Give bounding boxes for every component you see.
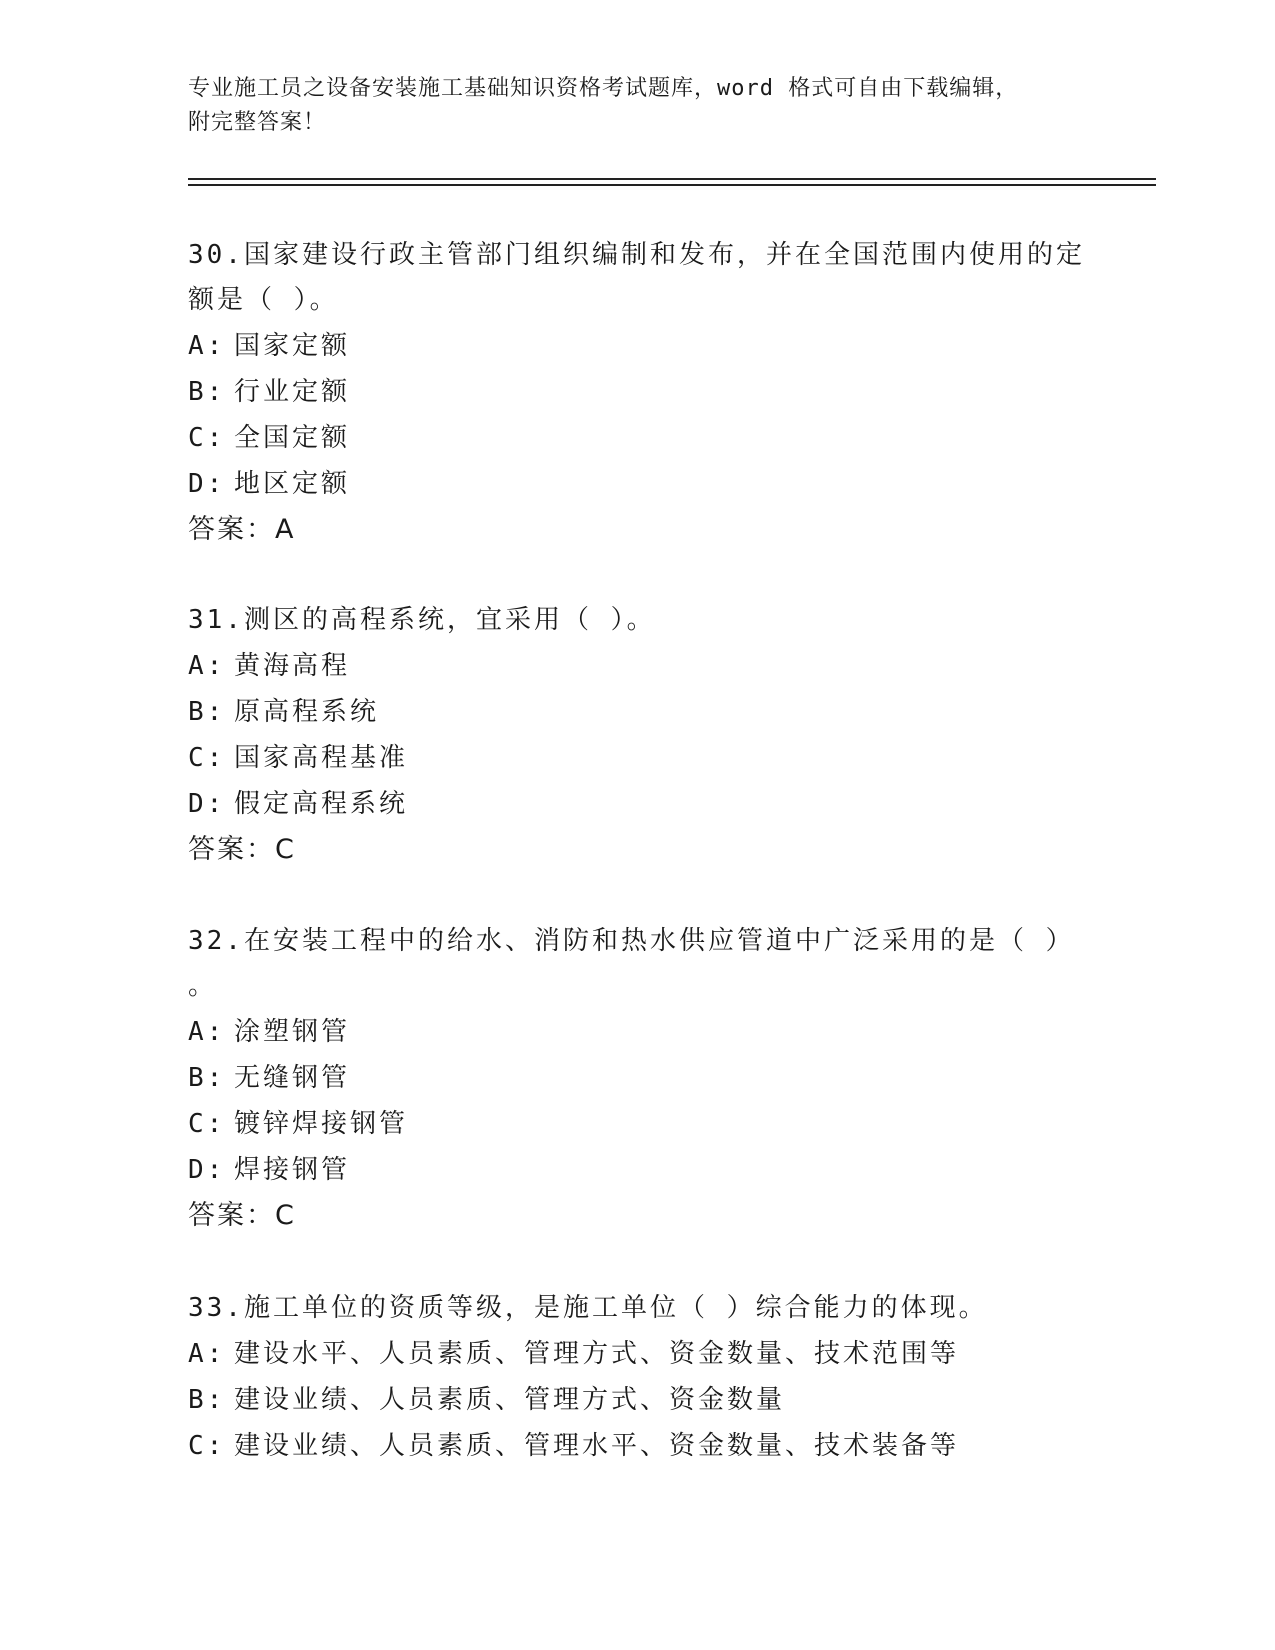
option-d bbox=[188, 781, 1088, 827]
option-key: D: bbox=[188, 469, 226, 499]
question-stem-line-2: 额是（ ）。 bbox=[188, 285, 339, 315]
option-key: A: bbox=[188, 1339, 226, 1369]
option-key: C: bbox=[188, 1431, 226, 1461]
header-line-2: 附完整答案！ bbox=[188, 110, 327, 135]
option-b bbox=[188, 369, 1088, 415]
option-text: 建设水平、人员素质、管理方式、资金数量、技术范围等 bbox=[234, 1339, 960, 1369]
option-text: 黄海高程 bbox=[234, 651, 351, 681]
answer: 答案：A bbox=[188, 514, 296, 545]
header-line-1: 专业施工员之设备安装施工基础知识资格考试题库，word 格式可自由下载编辑， bbox=[188, 76, 1019, 101]
question-stem-line-1: 30.国家建设行政主管部门组织编制和发布，并在全国范围内使用的定 bbox=[188, 240, 1085, 270]
option-text: 假定高程系统 bbox=[234, 789, 409, 819]
question-30 bbox=[188, 233, 1088, 553]
option-a bbox=[188, 1331, 1088, 1377]
option-text: 建设业绩、人员素质、管理水平、资金数量、技术装备等 bbox=[234, 1431, 960, 1461]
option-text: 无缝钢管 bbox=[234, 1063, 351, 1093]
option-text: 镀锌焊接钢管 bbox=[234, 1109, 409, 1139]
option-key: B: bbox=[188, 377, 226, 407]
option-text: 国家定额 bbox=[234, 331, 351, 361]
option-key: D: bbox=[188, 1155, 226, 1185]
option-a bbox=[188, 1009, 1088, 1055]
option-key: B: bbox=[188, 1385, 226, 1415]
header-divider-top bbox=[188, 178, 1156, 180]
option-d bbox=[188, 1147, 1088, 1193]
question-stem-line-2: 。 bbox=[188, 971, 218, 1001]
option-b bbox=[188, 1055, 1088, 1101]
option-c bbox=[188, 735, 1088, 781]
option-a bbox=[188, 323, 1088, 369]
option-text: 涂塑钢管 bbox=[234, 1017, 351, 1047]
option-c bbox=[188, 415, 1088, 461]
option-d bbox=[188, 461, 1088, 507]
option-c bbox=[188, 1101, 1088, 1147]
option-key: A: bbox=[188, 651, 226, 681]
answer: 答案：C bbox=[188, 834, 296, 865]
question-stem-line-1: 33.施工单位的资质等级，是施工单位（ ）综合能力的体现。 bbox=[188, 1293, 988, 1323]
option-b bbox=[188, 1377, 1088, 1423]
option-text: 全国定额 bbox=[234, 423, 351, 453]
option-text: 原高程系统 bbox=[234, 697, 380, 727]
option-text: 焊接钢管 bbox=[234, 1155, 351, 1185]
option-c bbox=[188, 1423, 1088, 1469]
option-text: 建设业绩、人员素质、管理方式、资金数量 bbox=[234, 1385, 786, 1415]
option-text: 地区定额 bbox=[234, 469, 351, 499]
option-key: C: bbox=[188, 423, 226, 453]
question-33 bbox=[188, 1286, 1088, 1469]
question-31 bbox=[188, 598, 1088, 873]
option-key: B: bbox=[188, 697, 226, 727]
option-text: 行业定额 bbox=[234, 377, 351, 407]
option-key: A: bbox=[188, 331, 226, 361]
answer: 答案：C bbox=[188, 1200, 296, 1231]
question-32 bbox=[188, 919, 1088, 1239]
option-key: C: bbox=[188, 1109, 226, 1139]
option-a bbox=[188, 643, 1088, 689]
document-header bbox=[188, 72, 1108, 140]
option-key: C: bbox=[188, 743, 226, 773]
option-key: D: bbox=[188, 789, 226, 819]
option-text: 国家高程基准 bbox=[234, 743, 409, 773]
option-key: A: bbox=[188, 1017, 226, 1047]
option-b bbox=[188, 689, 1088, 735]
option-key: B: bbox=[188, 1063, 226, 1093]
question-stem-line-1: 32.在安装工程中的给水、消防和热水供应管道中广泛采用的是（ ） bbox=[188, 926, 1075, 956]
header-divider-bottom bbox=[188, 184, 1156, 186]
question-stem-line-1: 31.测区的高程系统，宜采用（ ）。 bbox=[188, 605, 656, 635]
